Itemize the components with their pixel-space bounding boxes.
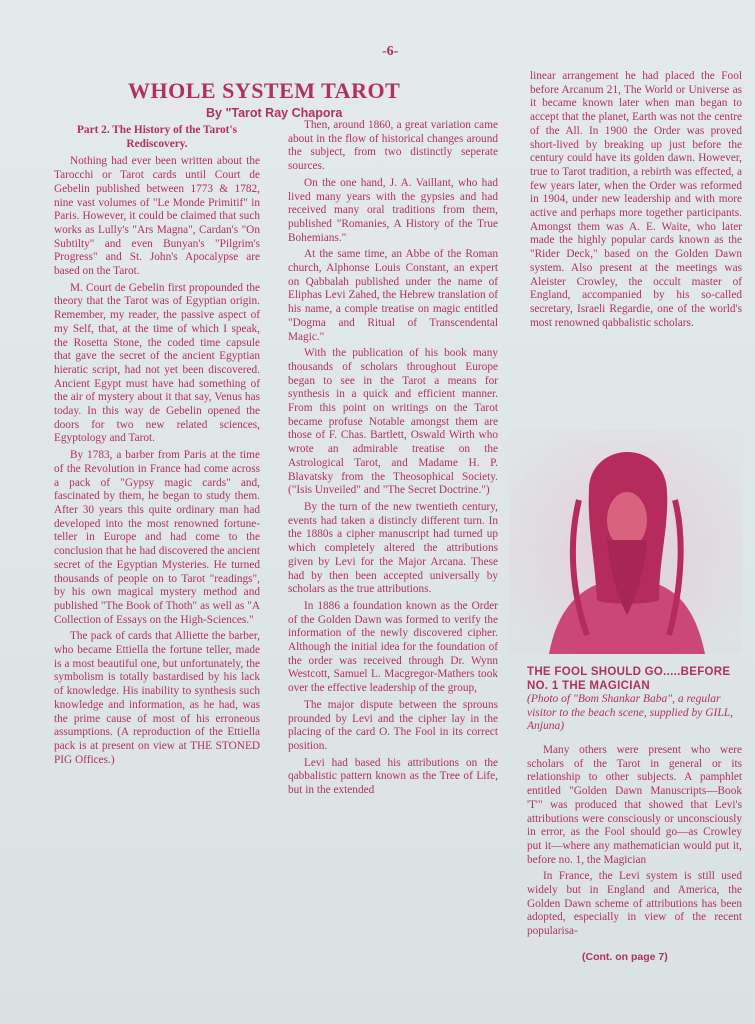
paragraph: On the one hand, J. A. Vaillant, who had lived many years with the gypsies and had received many oral traditions from them, published "Romanies, A History of the True Bohemians." [288, 176, 498, 244]
column-2 [288, 119, 498, 798]
column-1 [54, 124, 260, 767]
page-number: -6- [382, 44, 399, 59]
article-title: WHOLE SYSTEM TAROT [128, 78, 401, 103]
portrait-illustration [509, 430, 742, 654]
part-heading: Part 2. The History of the Tarot's Rediscovery. [77, 124, 237, 150]
paragraph: By 1783, a barber from Paris at the time of the Revolution in France had come across a pack of "Gypsy magic cards" and, fascinated by them, he began to study them. After 30 years this quite ordinary man had developed into the most renowned fortune-teller in Europe and had come to the conclusion that he had discovered the ancient secret of the Egyptian Mysteries. He turned thousands of people on to Tarot "readings", by his own magical mystery method and published "The Book of Thoth" as well as "A Collection of Essays on the High-Sciences." [54, 449, 260, 626]
paragraph: The major dispute between the sprouns prounded by Levi and the cipher lay in the placing of the card O. The Fool in its correct position. [288, 698, 498, 752]
caption-credit: (Photo of "Bom Shankar Baba", a regular visitor to the beach scene, supplied by GILL, Anjuna) [527, 693, 734, 732]
paragraph: Then, around 1860, a great variation came about in the flow of historical changes around the subject, from two distinctly seperate sources. [288, 119, 498, 173]
paragraph: M. Court de Gebelin first propounded the theory that the Tarot was of Egyptian origin. Remember, my reader, the passive aspect of my Self, that, at the time of which I speak, the Rosetta Stone, the coded time capsule that gave the secret of the ancient Egyptian hieratic script, had not yet been discovered. Ancient Egypt must have had something of the air of mystery about it that say, Venus has today. In this way de Gebelin opened the doors for two new related sciences, Egyptology and Tarot. [54, 281, 260, 445]
paragraph: By the turn of the new twentieth century, events had taken a distincly different turn. In the 1880s a cipher manuscript had turned up which completely altered the attributions given by Levi for the Major Arcana. These had by then been accepted universally by scholars as the true attributions. [288, 500, 498, 596]
photo-caption [527, 666, 742, 734]
paragraph: Nothing had ever been written about the Tarocchi or Tarot cards until Court de Gebelin published between 1773 & 1782, nine vast volumes of "Le Monde Primitif" in Paris. However, it could be claimed that such works as Lully's "Ars Magna", Cardan's "On Subtilty" and even Bunyan's "Pilgrim's Progress" and St. John's Apocalypse are based on the Tarot. [54, 155, 260, 278]
paragraph: linear arrangement he had placed the Fool before Arcanum 21, The World or Universe as it became known later when man began to accept that the planet, Earth was not the centre of the All. In 1900 the Order was proved short-lived by breaking up just before the century could have its golden dawn. However, true to Tarot tradition, a rebirth was effected, a few years later, when the Order was reformed in 1904, under new leadership and with more active and perhaps more together participants. Amongst them was A. E. Waite, who later made the highly popular cards known as the "Rider Deck," based on the Golden Dawn system. Also present at the meetings was Aleister Crowley, the occult master of England, accompanied by his so-called secretary, Israeli Regardie, one of the world's most renowned qabbalistic scholars. [530, 70, 742, 329]
paragraph: With the publication of his book many thousands of scholars throughout Europe began to see in the Tarot a means for synthesis in a quick and efficient manner. From this point on writings on the Tarot became profuse Notable amongst them are those of F. Chas. Bartlett, Oswald Wirth who wrote an admirable treatise on the Astrological Tarot, and Madame H. P. Blavatsky from the Theosophical Society. ("Isis Unveiled" and "The Secret Doctrine.") [288, 347, 498, 497]
column-3-continued [527, 744, 742, 939]
paragraph: At the same time, an Abbe of the Roman church, Alphonse Louis Constant, an expert on Qabbalah published under the name of Eliphas Levi Zahed, the Hebrew translation of his name, a comple treatise on magic entitled "Dogma and Ritual of Transcendental Magic." [288, 248, 498, 343]
caption-headline: THE FOOL SHOULD GO.....BEFORE NO. 1 THE MAGICIAN [527, 666, 731, 692]
paragraph: Many others were present who were scholars of the Tarot in general or its relationship to other subjects. A pamphlet entitled "Golden Dawn Manuscripts—Book 'T'" was produced that showed that Levi's attributions were consciously or unconsciously in error, as the Fool should go—as Crowley put it—where any mathematician would put it, before no. 1, the Magician [527, 744, 742, 866]
paragraph: In 1886 a foundation known as the Order of the Golden Dawn was formed to verify the information of the newly discovered cipher. Although the initial idea for the foundation of the order was received through Dr. Wynn Westcott, Samuel L. Macgregor-Mathers took over the effective leadership of the group, [288, 599, 498, 695]
paragraph: Levi had based his attributions on the qabbalistic pattern known as the Tree of Life, but in the extended [288, 756, 498, 797]
paragraph: In France, the Levi system is still used widely but in England and America, the Golden Dawn scheme of attributions has been adopted, especially in view of the recent popularisa- [527, 870, 742, 938]
paragraph: The pack of cards that Alliette the barber, who became Ettiella the fortune teller, made is a most beautiful one, but unfortunately, the symbolism is totally bastardised by his lack of knowledge. His inability to synthesis such knowledge and information, as he had, was the prime cause of most of his erroneous assumptions. (A reproduction of the Ettiella pack is at present on view at THE STONED PIG Offices.) [54, 630, 260, 766]
continued-note: (Cont. on page 7) [582, 951, 668, 963]
column-3 [530, 70, 742, 330]
article-byline: By "Tarot Ray Chapora [206, 106, 343, 120]
photo-bom-shankar-baba [509, 430, 742, 654]
